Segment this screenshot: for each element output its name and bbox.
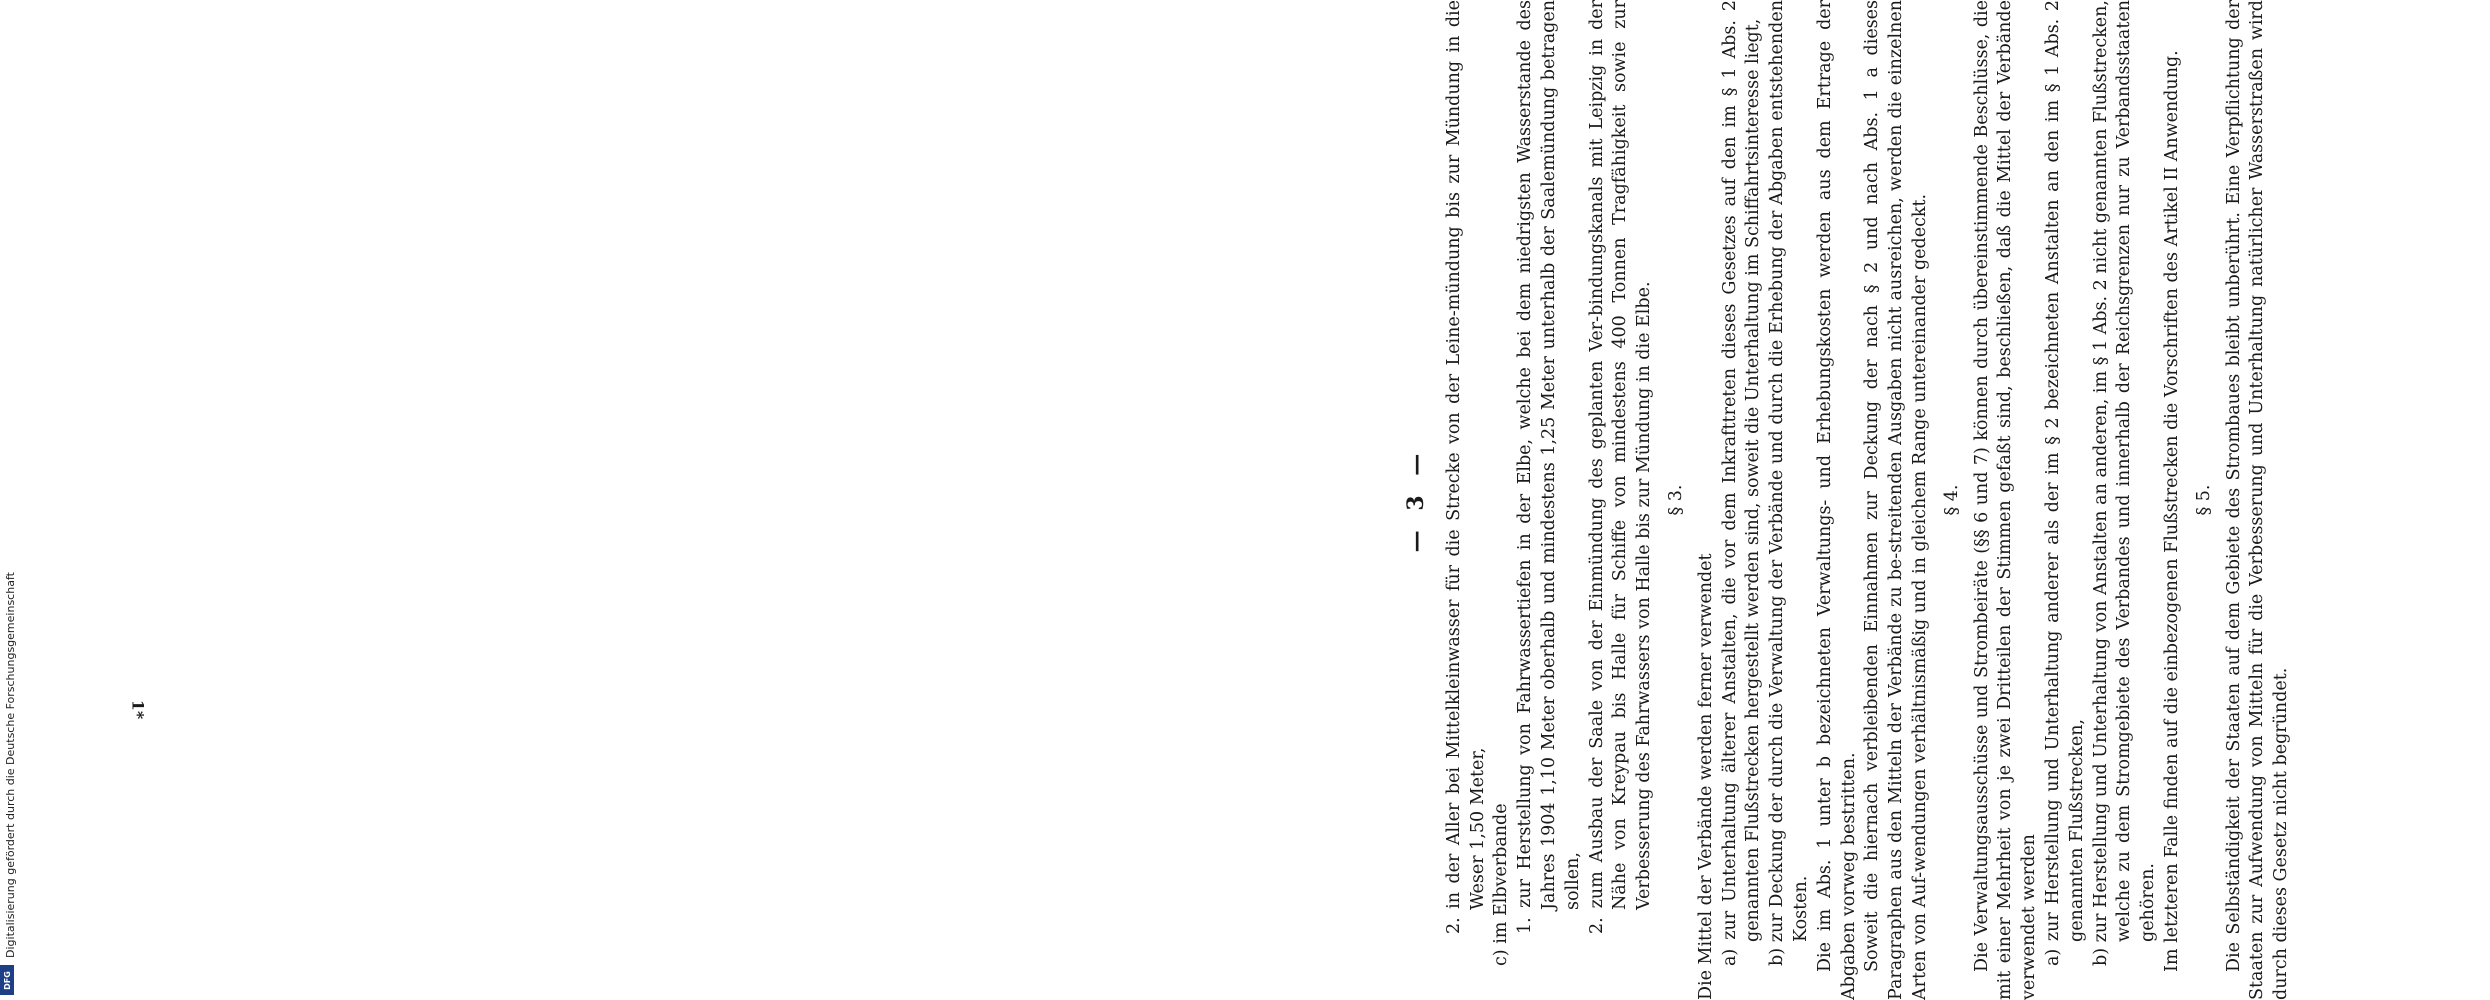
- paragraph: 1. zur Herstellung von Fahrwassertiefen in der Elbe, welche bei dem niedrigsten Wasserstande des Jahres 1904 1,10 Meter oberhalb und mindestens 1,25 Meter unterhalb der Saalemündung betragen sollen,: [1515, 0, 1583, 934]
- scanned-page: [1405, 0, 2490, 1000]
- page-body: [1405, 0, 2294, 1000]
- paragraph: Die Selbständigkeit der Staaten auf dem Gebiete des Strombaues bleibt unberührt. Eine Verpflichtung der Staaten zur Aufwendung von Mitteln für die Verbesserung und Unterhaltung natürlicher Wasserstraßen wird durch dieses Gesetz nicht begründet.: [2223, 0, 2292, 1000]
- section-heading: § 4.: [1941, 484, 1962, 516]
- digitization-note: Digitalisierung gefördert durch die Deutsche Forschungsgemeinschaft: [4, 572, 17, 958]
- page-number: — 3 —: [1403, 447, 1429, 553]
- dfg-logo: [0, 965, 14, 995]
- text-body: [1443, 0, 2294, 1000]
- paragraph: Die Mittel der Verbände werden ferner verwendet: [1695, 553, 1716, 1000]
- paragraph: c) im Elbverbande: [1491, 803, 1512, 966]
- paragraph: a) zur Herstellung und Unterhaltung anderer als der im § 2 bezeichneten Anstalten an den im § 1 Abs. 2 genannten Flußstrecken,: [2042, 0, 2087, 966]
- paragraph: Die im Abs. 1 unter b bezeichneten Verwaltungs- und Erhebungskosten werden aus dem Ertrage der Abgaben vorweg bestritten.: [1814, 0, 1859, 1000]
- paragraph: Im letzteren Falle finden auf die einbezogenen Flußstrecken die Vorschriften des Artikel II Anwendung.: [2161, 50, 2182, 972]
- sheet-mark: 1*: [128, 699, 148, 720]
- section-heading: § 3.: [1665, 484, 1686, 516]
- dfg-logo-text: DFG: [2, 970, 12, 990]
- paragraph: b) zur Deckung der durch die Verwaltung der Verbände und durch die Erhebung der Abgaben entstehenden Kosten.: [1767, 0, 1811, 966]
- paragraph: Soweit die hiernach verbleibenden Einnahmen zur Deckung der nach § 2 und nach Abs. 1 a dieses Paragraphen aus den Mitteln der Verbände zu be-streitenden Ausgaben nicht ausreichen, werden die einzelnen Arten von Auf-wendungen verhältnismäßig und in gleichem Range untereinander gedeckt.: [1862, 0, 1930, 1000]
- paragraph: Die Verwaltungsausschüsse und Strombeiräte (§§ 6 und 7) können durch übereinstimmende Beschlüsse, die mit einer Mehrheit von je zwei Dritteilen der Stimmen gefaßt sind, beschließen, daß die Mittel der Verbände verwendet werden: [1971, 0, 2040, 1000]
- section-heading: § 5.: [2193, 484, 2214, 516]
- paragraph: 2. zum Ausbau der Saale von der Einmündung des geplanten Ver-bindungskanals mit Leipzig in der Nähe von Kreypau bis Halle für Schiffe von mindestens 400 Tonnen Tragfähigkeit sowie zur Verbesserung des Fahrwassers von Halle bis zur Mündung in die Elbe.: [1586, 0, 1655, 934]
- paragraph: 2. in der Aller bei Mittelkleinwasser für die Strecke von der Leine-mündung bis zur Mündung in die Weser 1,50 Meter,: [1443, 0, 1488, 934]
- paragraph: a) zur Unterhaltung älterer Anstalten, die vor dem Inkrafttreten dieses Gesetzes auf den im § 1 Abs. 2 genannten Flußstrecken hergestellt werden sind, soweit die Unterhaltung im Schiffahrtsinteresse liegt,: [1719, 0, 1764, 966]
- paragraph: b) zur Herstellung und Unterhaltung von Anstalten an anderen, im § 1 Abs. 2 nicht genannten Flußstrecken, welche zu dem Stromgebiete des Verbandes und innerhalb der Reichsgrenzen nur zu Verbandsstaaten gehören.: [2090, 0, 2159, 966]
